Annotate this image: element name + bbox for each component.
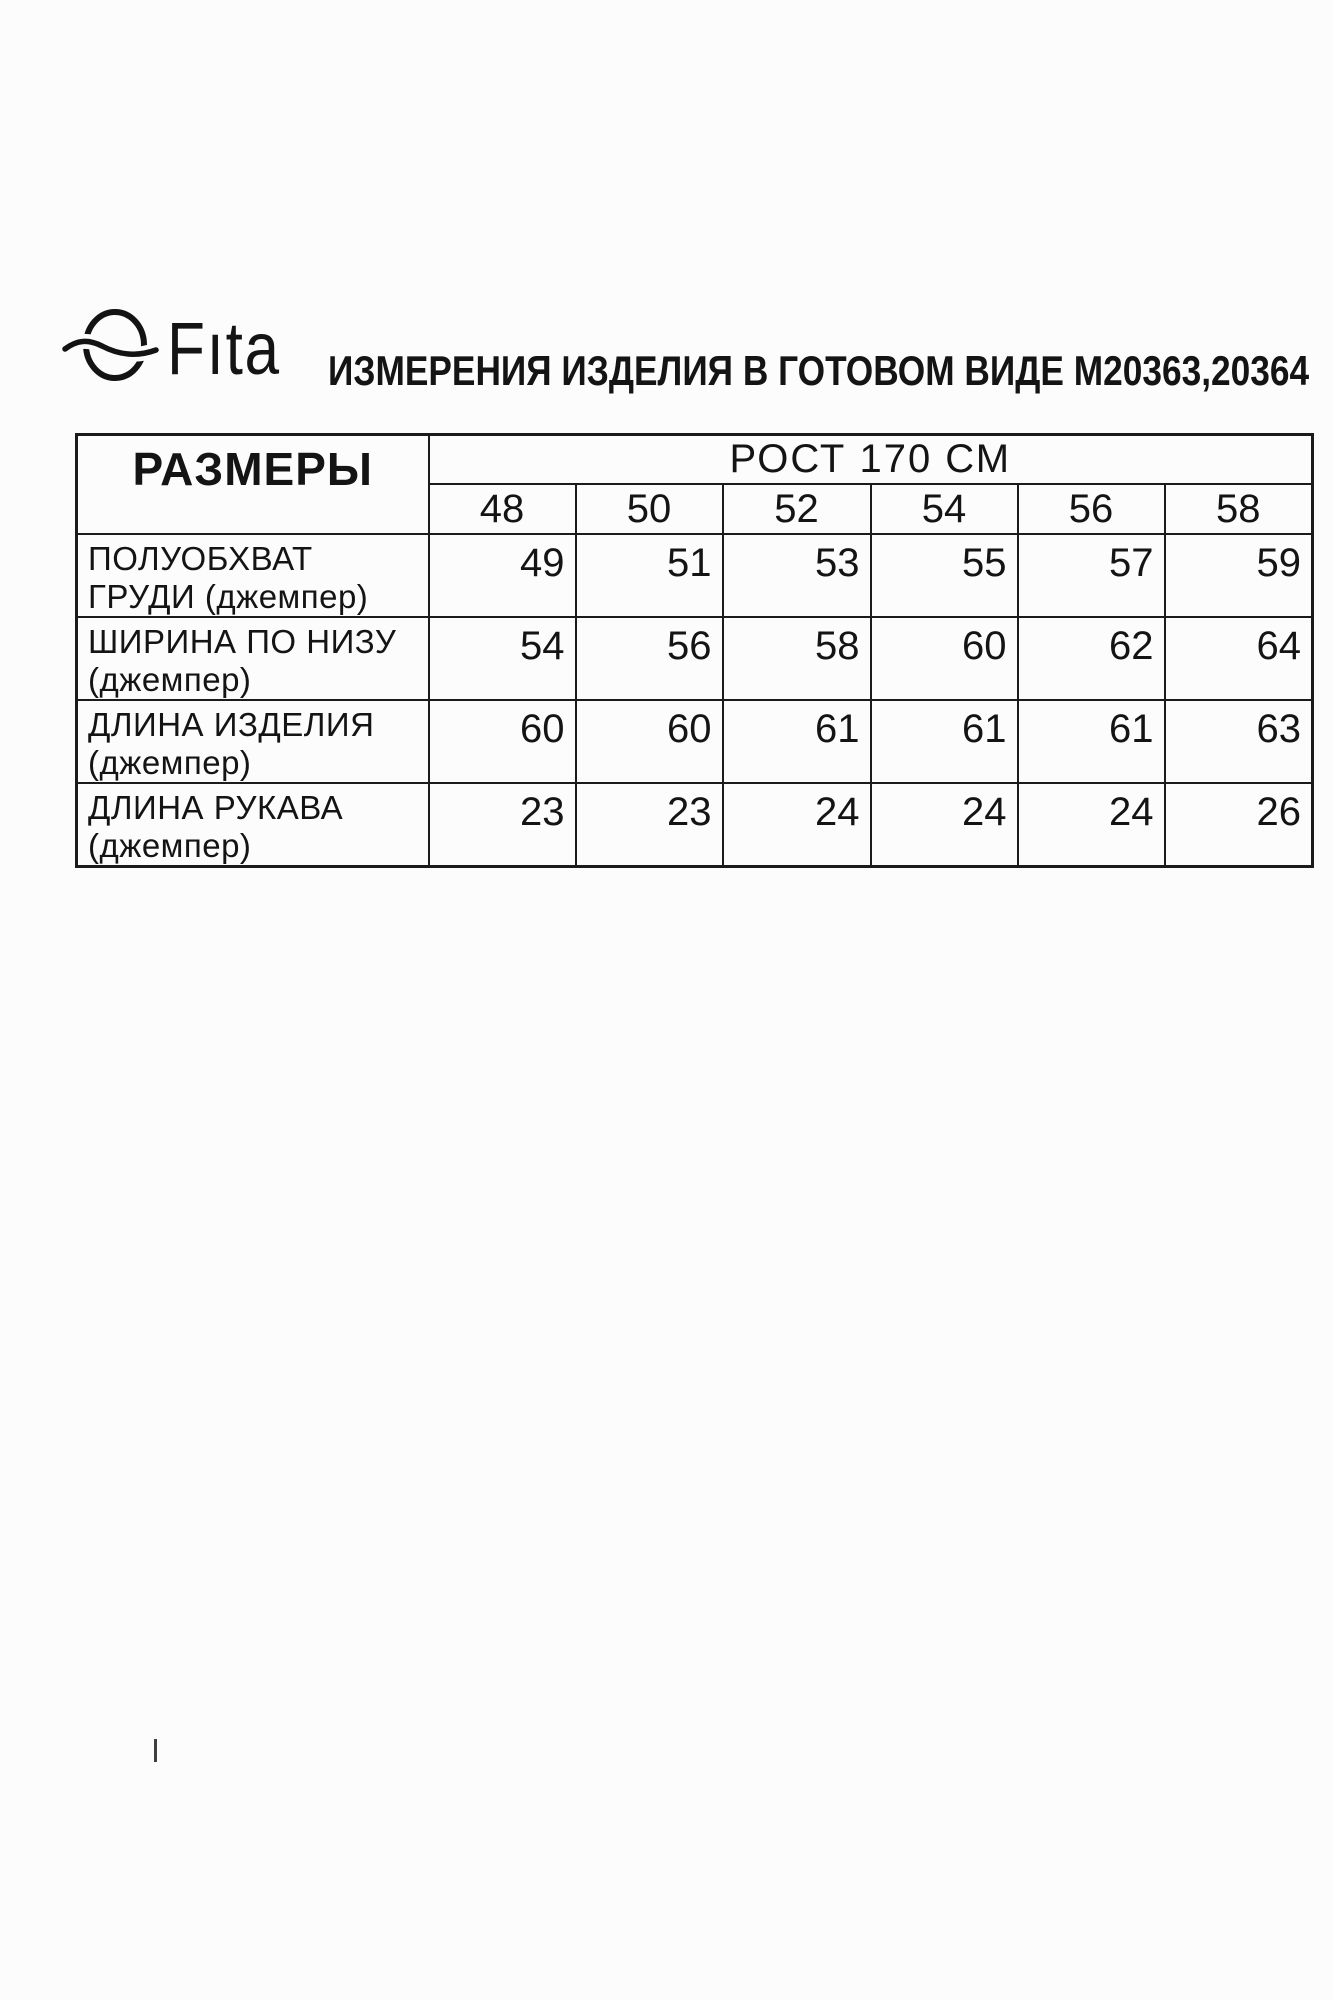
row-label-line1: ШИРИНА ПО НИЗУ	[88, 623, 397, 660]
table-group-header: РОСТ 170 СМ	[429, 435, 1313, 485]
row-label-line2: (джемпер)	[88, 744, 252, 781]
row-label-line1: ПОЛУОБХВАТ	[88, 540, 313, 577]
measurement-cell: 51	[576, 534, 723, 617]
measurement-cell: 49	[429, 534, 576, 617]
measurement-cell: 23	[429, 783, 576, 867]
row-label-line2: ГРУДИ (джемпер)	[88, 578, 369, 615]
measurement-cell: 26	[1165, 783, 1313, 867]
measurement-cell: 54	[429, 617, 576, 700]
measurement-cell: 56	[576, 617, 723, 700]
table-row-item-length	[77, 700, 1313, 783]
row-label-line1: ДЛИНА ИЗДЕЛИЯ	[88, 706, 375, 743]
measurement-cell: 24	[871, 783, 1018, 867]
row-label	[77, 534, 429, 617]
measurement-cell: 58	[723, 617, 871, 700]
measurement-cell: 62	[1018, 617, 1165, 700]
size-column-header: 50	[576, 484, 723, 534]
size-column-header: 56	[1018, 484, 1165, 534]
measurement-cell: 63	[1165, 700, 1313, 783]
row-label	[77, 700, 429, 783]
size-column-header: 52	[723, 484, 871, 534]
size-column-header: 48	[429, 484, 576, 534]
size-column-header: 58	[1165, 484, 1313, 534]
size-chart-table	[75, 433, 1314, 868]
row-label	[77, 783, 429, 867]
row-label	[77, 617, 429, 700]
measurement-cell: 61	[1018, 700, 1165, 783]
row-label-line1: ДЛИНА РУКАВА	[88, 789, 344, 826]
measurement-cell: 59	[1165, 534, 1313, 617]
measurement-cell: 24	[723, 783, 871, 867]
brand-logo-circle-wave-icon	[62, 304, 162, 391]
row-label-line2: (джемпер)	[88, 661, 252, 698]
measurement-cell: 23	[576, 783, 723, 867]
measurement-cell: 24	[1018, 783, 1165, 867]
measurement-cell: 55	[871, 534, 1018, 617]
brand-logo-text: Fıta	[167, 307, 281, 390]
row-label-line2: (джемпер)	[88, 827, 252, 864]
table-header-row-growth	[77, 435, 1313, 485]
table-row-chest	[77, 534, 1313, 617]
page-title: ИЗМЕРЕНИЯ ИЗДЕЛИЯ В ГОТОВОМ ВИДЕ М20363,20364	[328, 347, 1310, 394]
table-row-sleeve-length	[77, 783, 1313, 867]
measurement-cell: 53	[723, 534, 871, 617]
measurement-cell: 60	[429, 700, 576, 783]
measurement-cell: 61	[871, 700, 1018, 783]
table-row-bottom-width	[77, 617, 1313, 700]
table-corner-header: РАЗМЕРЫ	[77, 435, 429, 535]
measurement-cell: 64	[1165, 617, 1313, 700]
measurement-cell: 57	[1018, 534, 1165, 617]
measurement-cell: 60	[576, 700, 723, 783]
measurement-cell: 61	[723, 700, 871, 783]
tick-mark	[154, 1739, 157, 1762]
size-column-header: 54	[871, 484, 1018, 534]
measurement-cell: 60	[871, 617, 1018, 700]
